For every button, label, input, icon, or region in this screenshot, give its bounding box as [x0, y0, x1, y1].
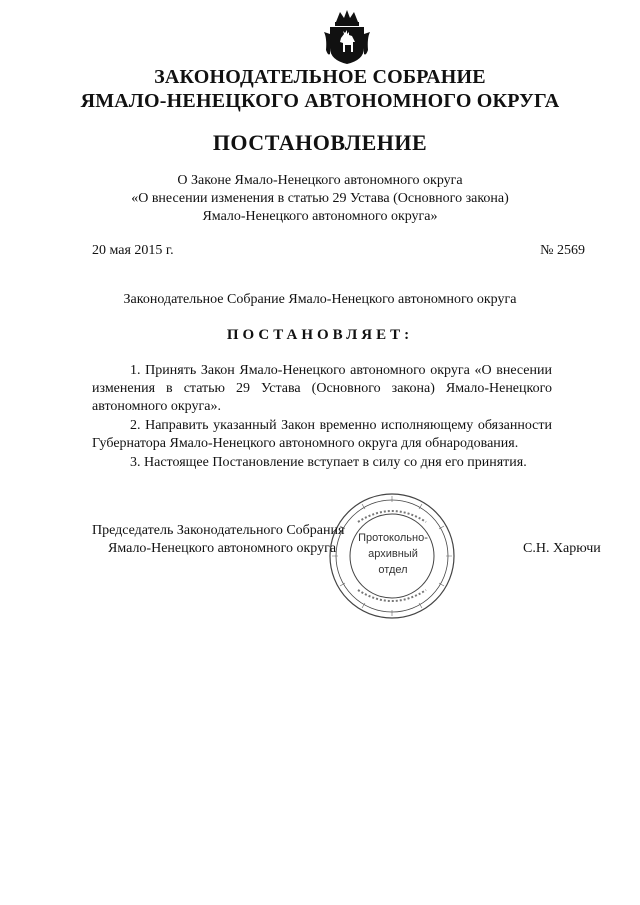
org-name-line1: ЗАКОНОДАТЕЛЬНОЕ СОБРАНИЕ — [154, 66, 486, 88]
paragraph-2: 2. Направить указанный Закон временно исполняющему обязанности Губернатора Ямало-Ненецкого автономного округа для обнародования. — [92, 418, 552, 451]
signatory-position-line2: Ямало-Ненецкого автономного округа — [108, 541, 337, 556]
paragraph-3: 3. Настоящее Постановление вступает в силу со дня его принятия. — [130, 455, 527, 470]
signatory-name: С.Н. Харючи — [523, 541, 601, 556]
intro-text: Законодательное Собрание Ямало-Ненецкого автономного округа — [123, 292, 517, 307]
stamp-text-line3: отдел — [378, 564, 408, 576]
paragraph-1: 1. Принять Закон Ямало-Ненецкого автономного округа «О внесении изменения в статью 29 Устава (Основного закона) Ямало-Ненецкого автономного округа». — [92, 363, 552, 414]
org-name-line2: ЯМАЛО-НЕНЕЦКОГО АВТОНОМНОГО ОКРУГА — [80, 90, 560, 112]
subject-line2: «О внесении изменения в статью 29 Устава (Основного закона) — [131, 191, 509, 206]
document-type-title: ПОСТАНОВЛЕНИЕ — [212, 130, 428, 155]
subject-line1: О Законе Ямало-Ненецкого автономного округа — [177, 173, 463, 188]
coat-of-arms-emblem — [322, 8, 372, 66]
stamp-text-line2: архивный — [368, 548, 418, 560]
document-number: № 2569 — [540, 243, 585, 258]
subject-line3: Ямало-Ненецкого автономного округа» — [202, 209, 438, 224]
stamp-text-line1: Протокольно- — [358, 532, 428, 544]
signatory-position-line1: Председатель Законодательного Собрания — [92, 523, 345, 538]
document-date: 20 мая 2015 г. — [92, 243, 174, 258]
decrees-heading: ПОСТАНОВЛЯЕТ: — [226, 327, 414, 343]
